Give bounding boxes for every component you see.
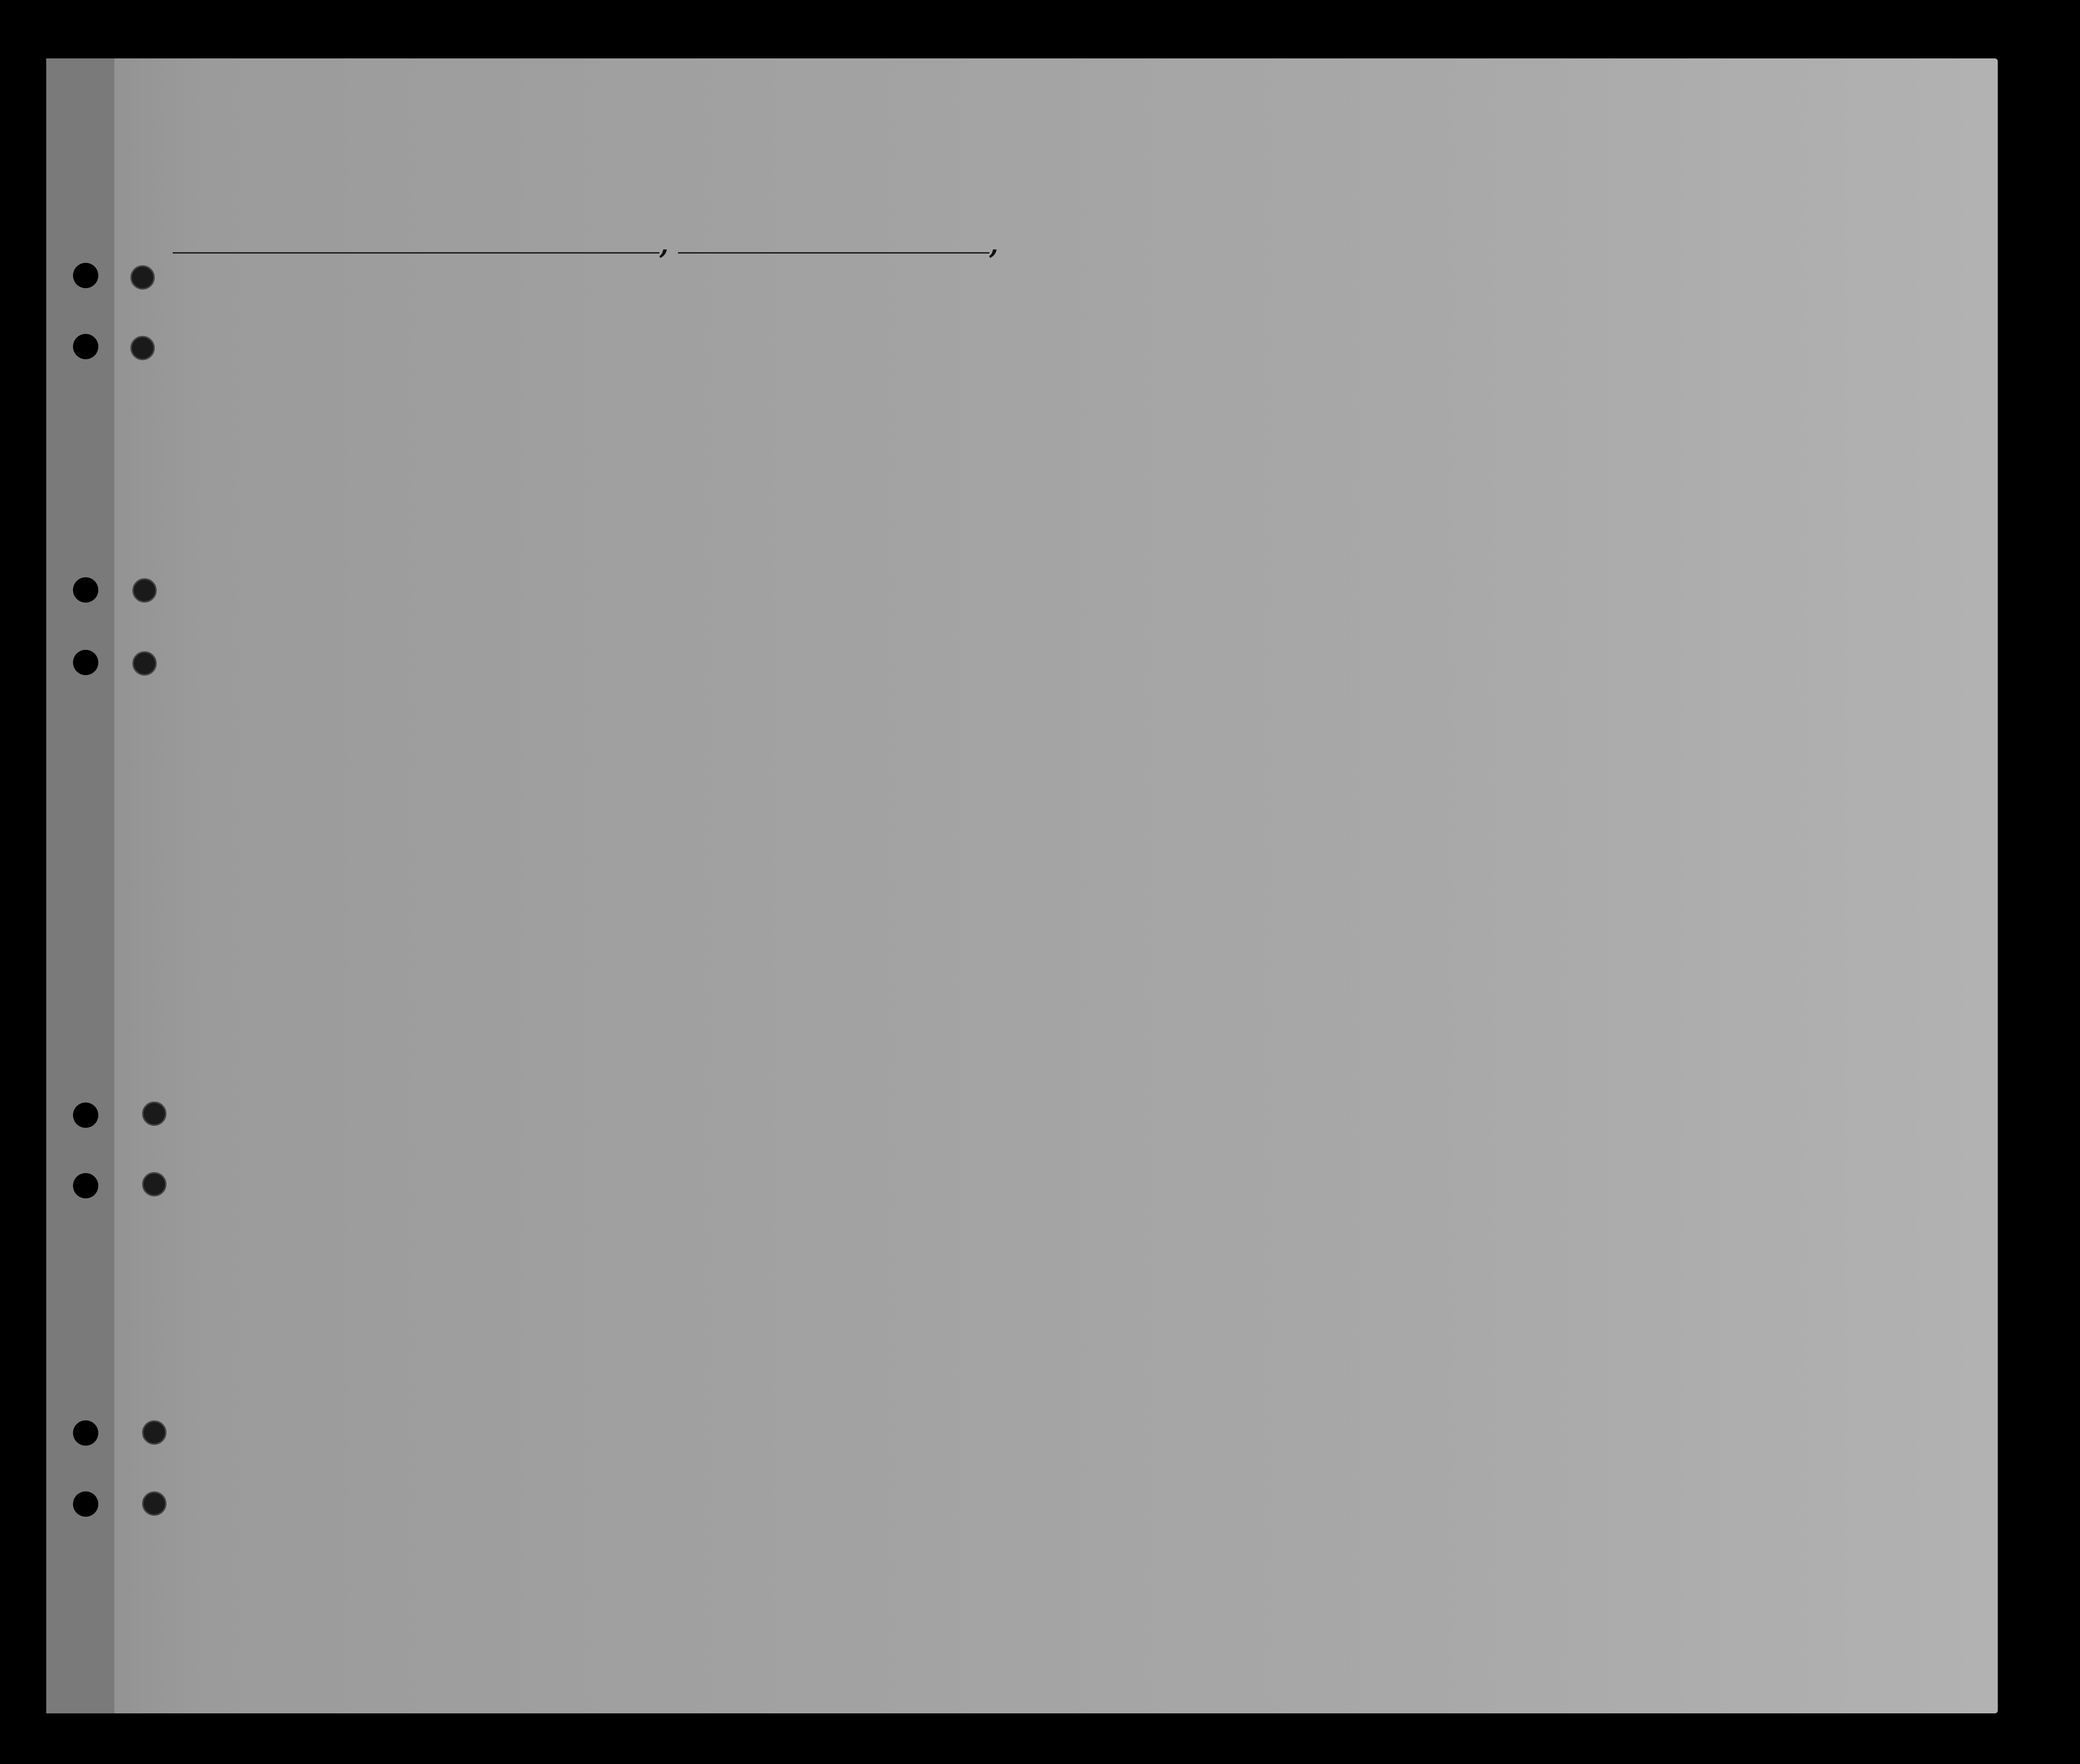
col27-header — [1368, 320, 1393, 444]
col34-feet — [1645, 390, 1669, 439]
col26-header — [1342, 320, 1367, 444]
binder-hole — [73, 334, 98, 359]
col21-header — [757, 320, 781, 444]
col24-return — [1212, 339, 1241, 444]
col30-header — [1485, 320, 1505, 444]
binder-hole — [73, 1420, 98, 1446]
arrival-line: , , — [173, 229, 998, 260]
col28-header — [1394, 320, 1443, 444]
table-grid — [117, 274, 1993, 1573]
col19-header — [638, 327, 667, 444]
list-number — [1762, 106, 1771, 130]
binder-hole — [73, 577, 98, 603]
col31-header — [1505, 320, 1524, 444]
date-field — [678, 252, 989, 254]
binder-hole — [73, 1491, 98, 1517]
binder-hole — [73, 263, 98, 288]
col24-length — [1241, 339, 1270, 444]
port-field — [173, 252, 659, 254]
col24-citizen — [1273, 339, 1302, 444]
binder-hole — [73, 1102, 98, 1128]
col29-header — [1445, 320, 1484, 444]
col34-inches — [1672, 390, 1696, 439]
col25-header — [1307, 320, 1341, 444]
binding-margin — [46, 58, 114, 1713]
manifest-table — [117, 274, 1993, 1573]
binder-hole — [73, 1173, 98, 1198]
binder-hole — [73, 650, 98, 675]
